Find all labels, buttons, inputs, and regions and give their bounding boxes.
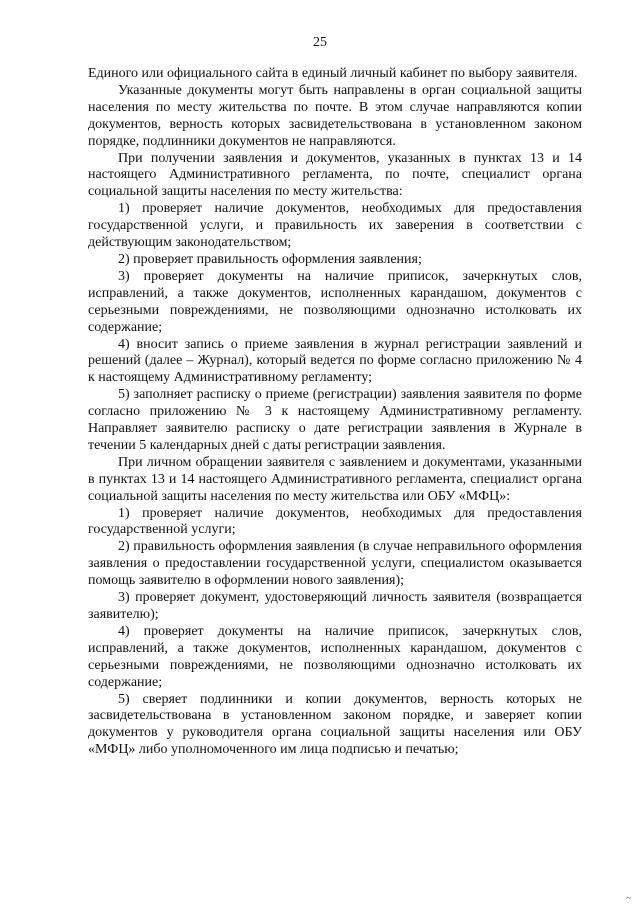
paragraph-5: 2) проверяет правильность оформления заявления;: [118, 251, 422, 267]
paragraph-10: 1) проверяет наличие документов, необходимых для предоставления государственной услуги;: [88, 505, 582, 538]
document-body: [88, 66, 582, 759]
paragraph-9: При личном обращении заявителя с заявлением и документами, указанными в пунктах 13 и 14 настоящего Административного регламента, специалист органа социальной защиты населения по месту жительства или ОБУ «МФЦ»:: [88, 454, 582, 504]
paragraph-1: Единого или официального сайта в единый личный кабинет по выбору заявителя.: [88, 66, 578, 81]
paragraph-14: 5) сверяет подлинники и копии документов, верность которых не засвидетельствована в установленном законом порядке, и заверяет копии документов у руководителя органа социальной защиты населения или ОБУ «МФЦ» либо уполномоченного им лица подписью и печатью;: [88, 691, 582, 758]
paragraph-12: 3) проверяет документ, удостоверяющий личность заявителя (возвращается заявителю);: [88, 590, 582, 622]
corner-mark: ~: [626, 893, 632, 903]
paragraph-7: 4) вносит запись о приеме заявления в журнал регистрации заявлений и решений (далее – Журнал), который ведется по форме согласно приложению № 4 к настоящему Административному регламенту;: [88, 336, 582, 386]
paragraph-2: Указанные документы могут быть направлены в орган социальной защиты населения по месту жительства по почте. В этом случае направляются копии документов, верность которых засвидетельствована в установленном законом порядке, подлинники документов не направляются.: [88, 82, 582, 149]
paragraph-3: При получении заявления и документов, указанных в пунктах 13 и 14 настоящего Административного регламента, по почте, специалист органа социальной защиты населения по месту жительства:: [88, 150, 582, 200]
page-number: 25: [313, 35, 327, 50]
paragraph-4: 1) проверяет наличие документов, необходимых для предоставления государственной услуги, и правильность их заверения в соответствии с действующим законодательством;: [88, 201, 582, 251]
paragraph-13: 4) проверяет документы на наличие приписок, зачеркнутых слов, исправлений, а также документов, исполненных карандашом, документов с серьезными повреждениями, не позволяющими однозначно истолковать их содержание;: [88, 623, 582, 690]
paragraph-8: 5) заполняет расписку о приеме (регистрации) заявления заявителя по форме согласно приложению № 3 к настоящему Административному регламенту. Направляет заявителю расписку о дате регистрации заявления в Журнале в течении 5 календарных дней с даты регистрации заявления.: [88, 387, 582, 453]
paragraph-6: 3) проверяет документы на наличие приписок, зачеркнутых слов, исправлений, а также документов, исполненных карандашом, документов с серьезными повреждениями, не позволяющими однозначно истолковать их содержание;: [88, 268, 582, 335]
paragraph-11: 2) правильность оформления заявления (в случае неправильного оформления заявления о предоставлении государственной услуги, специалистом оказывается помощь заявителю в оформлении нового заявления);: [88, 539, 582, 589]
